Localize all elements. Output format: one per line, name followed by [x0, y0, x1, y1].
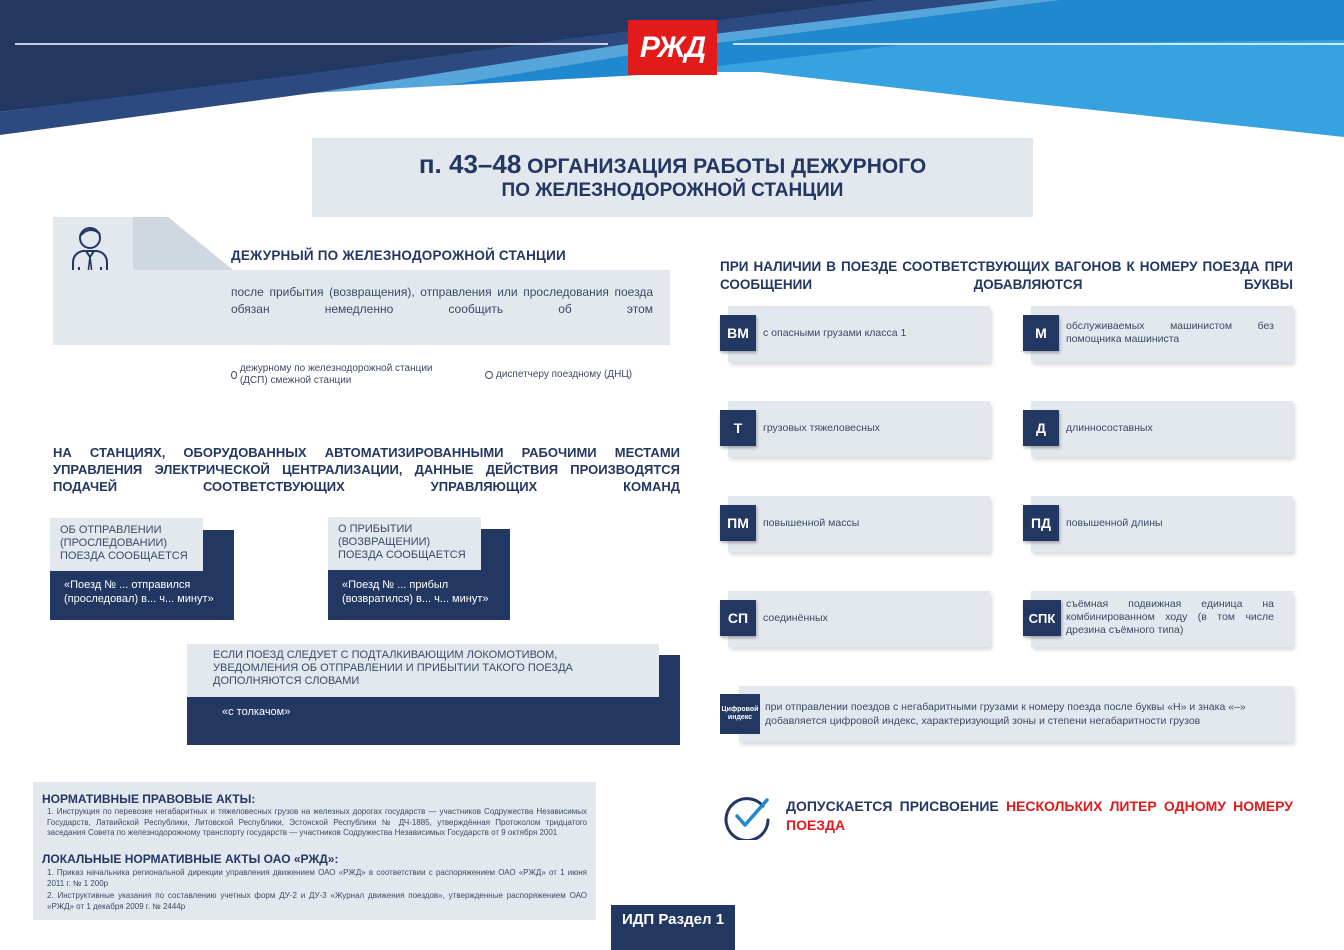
- arrive-message: «Поезд № ... прибыл (возвратился) в... ч... минут»: [342, 578, 507, 606]
- depart-label: ОБ ОТПРАВЛЕНИИ (ПРОСЛЕДОВАНИИ) ПОЕЗДА СООБЩАЕТСЯ: [50, 518, 203, 571]
- logo-text: РЖД: [639, 30, 706, 64]
- depart-message: «Поезд № ... отправился (проследовал) в... ч... минут»: [64, 578, 229, 606]
- letter-badge-spk: СПК: [1023, 600, 1061, 636]
- index-badge: Цифровой индекс: [720, 694, 760, 734]
- refs-item-1: 1. Инструкция по перевозке негабаритных и тяжеловесных грузов на железных дорогах государств — участников Содружества Независимых Государств, Латвийской Республики, Литовской Республики, Эстонской Республики № ДЧ-1885, утверждённая Протоколом тридцатого заседания Совета по железнодорожному транспорту государств — участников Содружества Независимых Государств от 9 октября 2001: [47, 807, 587, 837]
- letter-text-d: длинносоставных: [1066, 422, 1153, 434]
- refs-heading-federal: НОРМАТИВНЫЕ ПРАВОВЫЕ АКТЫ:: [42, 792, 256, 806]
- references-box: [33, 782, 596, 920]
- letter-badge-d: Д: [1023, 410, 1059, 446]
- circle-bullet-icon: [231, 371, 237, 379]
- check-circle-icon: [723, 792, 775, 840]
- note-part1: ДОПУСКАЕТСЯ ПРИСВОЕНИЕ: [786, 798, 999, 814]
- bullet-dsp-text: дежурному по железнодорожной станции (ДСП) смежной станции: [239, 363, 433, 386]
- bullet-dnc-text: диспетчеру поездному (ДНЦ): [496, 369, 633, 380]
- rzd-logo: [628, 20, 717, 75]
- letter-text-vm: с опасными грузами класса 1: [763, 327, 907, 339]
- page-title: [312, 138, 1033, 217]
- letter-badge-pd: ПД: [1023, 505, 1059, 541]
- bullet-dsp: [231, 363, 436, 387]
- note-part2: НЕСКОЛЬКИХ ЛИТЕР ОДНОМУ НОМЕРУ ПОЕЗДА: [786, 798, 1294, 833]
- letter-badge-t: Т: [720, 410, 756, 446]
- push-message: «с толкачом»: [222, 705, 422, 719]
- letter-text-pm: повышенной массы: [763, 517, 860, 529]
- refs-heading-local: ЛОКАЛЬНЫЕ НОРМАТИВНЫЕ АКТЫ ОАО «РЖД»:: [42, 852, 339, 866]
- refs-item-3: 2. Инструктивные указания по составлению учетных форм ДУ-2 и ДУ-3 «Журнал движения поездов», утвержденные распоряжением ОАО «РЖД» от 1 декабря 2009 г. № 2444р: [47, 891, 587, 911]
- arrive-label: О ПРИБЫТИИ (ВОЗВРАЩЕНИИ) ПОЕЗДА СООБЩАЕТСЯ: [328, 517, 481, 570]
- arm-heading: НА СТАНЦИЯХ, ОБОРУДОВАННЫХ АВТОМАТИЗИРОВАННЫМИ РАБОЧИМИ МЕСТАМИ УПРАВЛЕНИЯ ЭЛЕКТРИЧЕСКОЙ ЦЕНТРАЛИЗАЦИИ, ДАННЫЕ ДЕЙСТВИЯ ПРОИЗВОДЯТСЯ ПОДАЧЕЙ СООТВЕТСТВУЮЩИХ УПРАВЛЯЮЩИХ КОМАНД: [53, 445, 680, 494]
- section-badge: ИДП Раздел 1: [611, 905, 735, 950]
- bullet-dnc: [485, 369, 675, 381]
- multiple-letters-note: [786, 797, 1293, 835]
- letter-text-spk: съёмная подвижная единица на комбинированном ходу (в том числе дрезина съёмного типа): [1066, 598, 1274, 636]
- push-label: ЕСЛИ ПОЕЗД СЛЕДУЕТ С ПОДТАЛКИВАЮЩИМ ЛОКОМОТИВОМ, УВЕДОМЛЕНИЯ ОБ ОТПРАВЛЕНИИ И ПРИБЫТИИ ТАКОГО ПОЕЗДА ДОПОЛНЯЮТСЯ СЛОВАМИ: [187, 644, 659, 697]
- letter-text-t: грузовых тяжеловесных: [763, 422, 880, 434]
- letter-badge-vm: ВМ: [720, 315, 756, 351]
- letter-text-sp: соединённых: [763, 612, 828, 624]
- dsp-text: после прибытия (возвращения), отправления или проследования поезда обязан немедленно сообщить об этом: [231, 285, 653, 316]
- index-text: при отправлении поездов с негабаритными грузами к номеру поезда после буквы «Н» и знака «–» добавляется цифровой индекс, характеризующий зоны и степени негабаритности грузов: [765, 701, 1246, 727]
- letters-heading: ПРИ НАЛИЧИИ В ПОЕЗДЕ СООТВЕТСТВУЮЩИХ ВАГОНОВ К НОМЕРУ ПОЕЗДА ПРИ СООБЩЕНИИ ДОБАВЛЯЮТСЯ БУКВЫ: [720, 259, 1293, 292]
- letter-text-m: обслуживаемых машинистом без помощника машиниста: [1066, 320, 1274, 345]
- letter-badge-sp: СП: [720, 600, 756, 636]
- circle-bullet-icon: [485, 371, 493, 379]
- title-number: п. 43–48: [418, 149, 522, 179]
- letter-badge-m: М: [1023, 315, 1059, 351]
- title-line1: ОРГАНИЗАЦИЯ РАБОТЫ ДЕЖУРНОГО: [527, 155, 927, 178]
- title-line2: ПО ЖЕЛЕЗНОДОРОЖНОЙ СТАНЦИИ: [501, 180, 844, 201]
- dsp-title: ДЕЖУРНЫЙ ПО ЖЕЛЕЗНОДОРОЖНОЙ СТАНЦИИ: [231, 248, 566, 263]
- letter-badge-pm: ПМ: [720, 505, 756, 541]
- refs-item-2: 1. Приказ начальника региональной дирекции управления движением ОАО «РЖД» в соответствии с распоряжением ОАО «РЖД» от 1 июня 2011 г. № 1 200р: [47, 868, 587, 888]
- letter-text-pd: повышенной длины: [1066, 517, 1163, 529]
